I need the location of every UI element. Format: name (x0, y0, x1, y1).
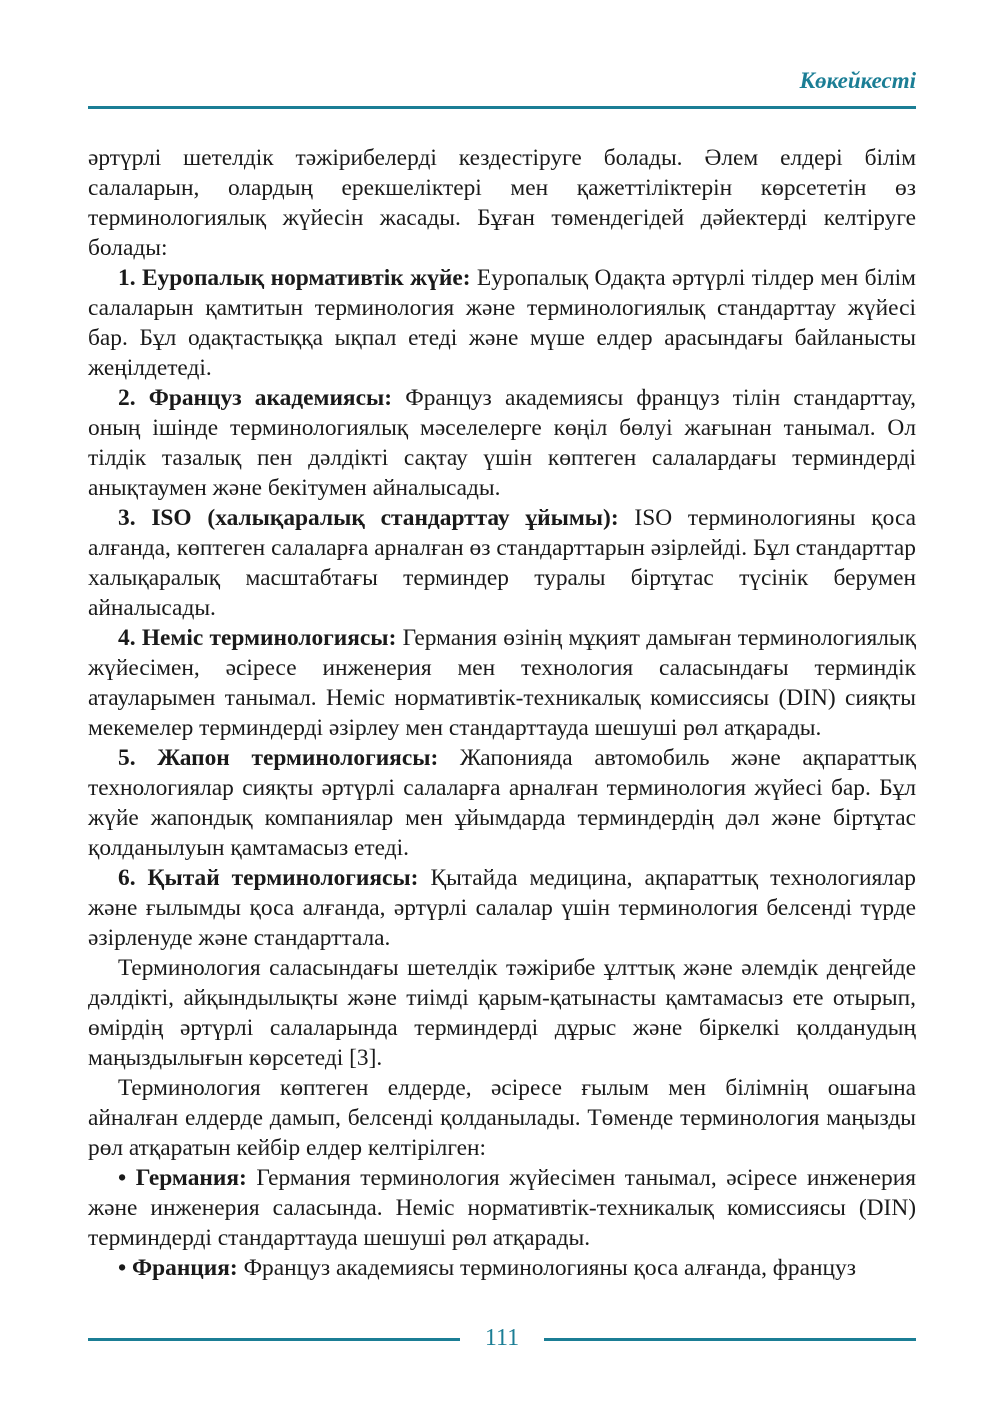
page-number: 111 (484, 1325, 520, 1351)
header-divider (88, 106, 916, 109)
paragraph-text: Терминология көптеген елдерде, әсіресе ғылым мен білімнің ошағына айналған елдерде дамып, белсенді қолданылады. Төменде терминология маңызды рөл атқаратын кейбір елдер келтірілген: (88, 1075, 916, 1161)
paragraph-lead: 3. ISO (халықаралық стандарттау ұйымы): (118, 505, 619, 531)
paragraph-text: Германия терминология жүйесімен танымал, әсіресе инженерия және инженерия саласында. Неміс нормативтік-техникалық комиссиясы (DIN) терминдерді стандарттауда шешуші рөл атқарады. (88, 1165, 916, 1251)
paragraph-text: Қытайда медицина, ақпараттық технологиялар және ғылымды қоса алғанда, әртүрлі салалар үшін терминология белсенді түрде әзірленуде және стандарттала. (88, 865, 917, 951)
paragraph-text: Жапонияда автомобиль және ақпараттық технологиялар сияқты әртүрлі салаларға арналған терминология жүйесі бар. Бұл жүйе жапондық компаниялар мен ұйымдарда терминдердің дәл және біртұтас қолданылуын қамтамасыз етеді. (88, 745, 917, 861)
body-text (88, 143, 916, 1283)
paragraph-text: Француз академиясы француз тілін стандарттау, оның ішінде терминологиялық мәселелерге көңіл бөлуі жағынан танымал. Ол тілдік тазалық пен дәлдікті сақтау үшін көптеген салалардағы терминдерді анықтаумен және бекітумен айналысады. (88, 385, 916, 501)
paragraph-lead: 1. Еуропалық нормативтік жүйе: (118, 265, 471, 291)
paragraph-10 (88, 1253, 916, 1283)
paragraph-text: Еуропалық Одақта әртүрлі тілдер мен білім салаларын қамтитын терминология және терминологиялық стандарттау жүйесі бар. Бұл одақтастыққа ықпал етеді және мүше елдер арасындағы байланысты жеңілдетеді. (88, 265, 916, 381)
paragraph-lead: 2. Француз академиясы: (118, 385, 393, 411)
paragraph-text: ISO терминологияны қоса алғанда, көптеген салаларға арналған өз стандарттарын әзірлейді. Бұл стандарттар халықаралық масштабтағы терминдер туралы біртұтас түсінік берумен айналысады. (88, 505, 916, 621)
paragraph-lead: 6. Қытай терминологиясы: (118, 865, 419, 891)
paragraph-5 (88, 743, 916, 863)
paragraph-1 (88, 263, 916, 383)
footer-divider-right (544, 1338, 916, 1341)
footer-divider-left (88, 1338, 460, 1341)
paragraph-text: Француз академиясы терминологияны қоса алғанда, француз (237, 1255, 856, 1281)
paragraph-6 (88, 863, 916, 953)
paragraph-2 (88, 383, 916, 503)
paragraph-0 (88, 143, 916, 263)
paragraph-text: Германия өзінің мұқият дамыған терминологиялық жүйесімен, әсіресе инженерия мен технология саласындағы терминдік атауларымен танымал. Неміс нормативтік-техникалық комиссиясы (DIN) сияқты мекемелер терминдерді әзірлеу мен стандарттауда шешуші рөл атқарады. (88, 625, 916, 741)
paragraph-lead: • Германия: (118, 1165, 247, 1191)
paragraph-lead: • Франция: (118, 1255, 238, 1281)
paragraph-text: әртүрлі шетелдік тәжірибелерді кездестіруге болады. Әлем елдері білім салаларын, олардың ерекшеліктері мен қажеттіліктерін көрсететін өз терминологиялық жүйесін жасады. Бұған төмендегідей дәйектерді келтіруге болады: (88, 145, 916, 261)
paragraph-lead: 5. Жапон терминологиясы: (118, 745, 439, 771)
paragraph-lead: 4. Неміс терминологиясы: (118, 625, 397, 651)
paragraph-9 (88, 1163, 916, 1253)
paragraph-7 (88, 953, 916, 1073)
paragraph-3 (88, 503, 916, 623)
running-header-title: Көкейкесті (799, 68, 916, 93)
paragraph-8 (88, 1073, 916, 1163)
paragraph-text: Терминология саласындағы шетелдік тәжірибе ұлттық және әлемдік деңгейде дәлдікті, айқындылықты және тиімді қарым-қатынасты қамтамасыз ете отырып, өмірдің әртүрлі салаларында терминдерді дұрыс және біркелкі қолданудың маңыздылығын көрсетеді [3]. (88, 955, 916, 1071)
paragraph-4 (88, 623, 916, 743)
